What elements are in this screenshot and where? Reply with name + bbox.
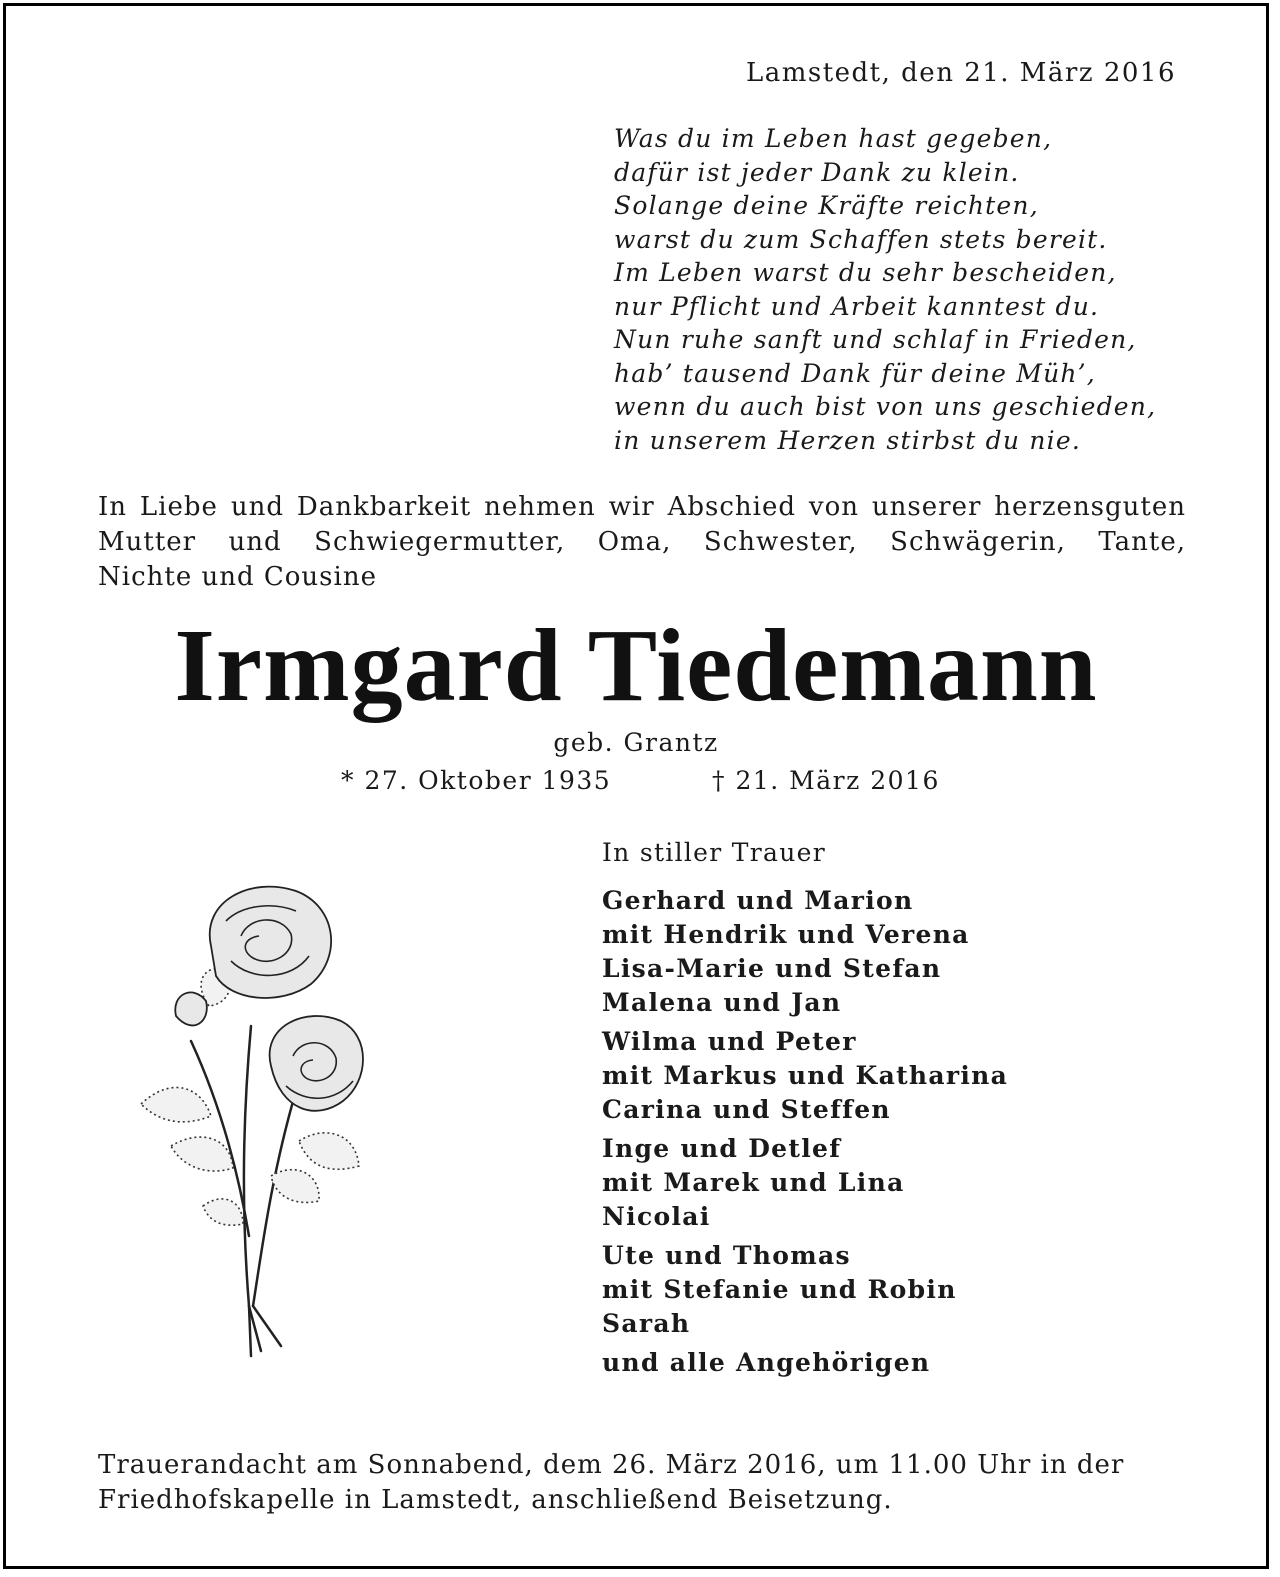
poem-line: wenn du auch bist von uns geschieden, bbox=[614, 392, 1157, 421]
mourner-line: Gerhard und Marion bbox=[602, 886, 914, 915]
mourners-heading: In stiller Trauer bbox=[602, 838, 826, 867]
roses-illustration bbox=[131, 876, 391, 1381]
poem-line: nur Pflicht und Arbeit kanntest du. bbox=[614, 291, 1100, 321]
poem-line: hab’ tausend Dank für deine Müh’, bbox=[614, 358, 1096, 388]
mourner-line: Malena und Jan bbox=[602, 988, 842, 1017]
poem bbox=[614, 122, 1156, 457]
mourner-line: Nicolai bbox=[602, 1202, 711, 1231]
service-announcement: Trauerandacht am Sonnabend, dem 26. März 2016, um 11.00 Uhr in der Friedhofskapelle in Lamstedt, anschließend Beisetzung. bbox=[98, 1450, 1125, 1515]
mourners-closing: und alle Angehörigen bbox=[602, 1348, 931, 1377]
mourner-line: Carina und Steffen bbox=[602, 1095, 891, 1124]
mourners-list bbox=[602, 836, 1008, 1380]
mourner-line: mit Stefanie und Robin bbox=[602, 1275, 957, 1304]
mourner-group bbox=[602, 884, 1008, 1020]
mourner-group bbox=[602, 1132, 1008, 1234]
mourner-line: Inge und Detlef bbox=[602, 1134, 842, 1163]
deceased-name: Irmgard Tiedemann bbox=[174, 608, 1098, 723]
poem-line: dafür ist jeder Dank zu klein. bbox=[614, 157, 1020, 187]
mourner-group bbox=[602, 1025, 1008, 1127]
mourner-line: Lisa-Marie und Stefan bbox=[602, 954, 942, 983]
birth-date: * 27. Oktober 1935 bbox=[341, 766, 612, 795]
mourner-group bbox=[602, 1239, 1008, 1341]
intro-text bbox=[98, 490, 1186, 595]
mourner-line: mit Markus und Katharina bbox=[602, 1061, 1009, 1090]
poem-line: Im Leben warst du sehr bescheiden, bbox=[614, 258, 1117, 287]
poem-line: warst du zum Schaffen stets bereit. bbox=[614, 224, 1108, 254]
mourner-line: Sarah bbox=[602, 1309, 691, 1338]
obituary-notice bbox=[3, 3, 1269, 1569]
intro-line: In Liebe und Dankbarkeit nehmen wir Abschied von unserer herzensguten bbox=[98, 492, 1186, 522]
poem-line: Nun ruhe sanft und schlaf in Frieden, bbox=[614, 325, 1137, 354]
mourner-line: mit Marek und Lina bbox=[602, 1168, 905, 1197]
maiden-name: geb. Grantz bbox=[553, 728, 719, 757]
mourner-line: Ute und Thomas bbox=[602, 1241, 851, 1270]
place-date: Lamstedt, den 21. März 2016 bbox=[745, 58, 1176, 88]
death-date: † 21. März 2016 bbox=[712, 766, 940, 795]
intro-line: Nichte und Cousine bbox=[98, 562, 377, 592]
intro-line: Mutter und Schwiegermutter, Oma, Schwester, Schwägerin, Tante, bbox=[98, 527, 1186, 557]
poem-line: Was du im Leben hast gegeben, bbox=[614, 124, 1053, 153]
mourner-line: Wilma und Peter bbox=[602, 1027, 857, 1056]
poem-line: Solange deine Kräfte reichten, bbox=[614, 191, 1039, 220]
poem-line: in unserem Herzen stirbst du nie. bbox=[614, 425, 1081, 455]
mourner-line: mit Hendrik und Verena bbox=[602, 920, 970, 949]
